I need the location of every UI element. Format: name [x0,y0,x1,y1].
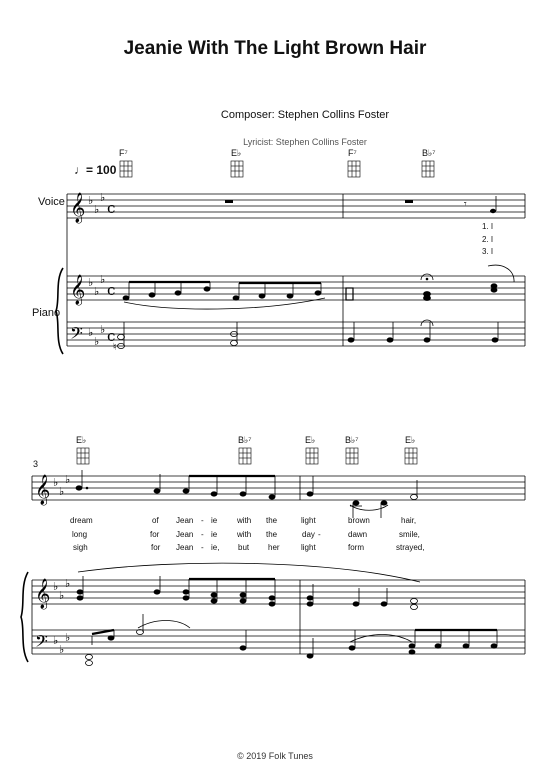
lyric-syllable: but [238,543,250,552]
chord-symbol: E♭ [76,435,87,445]
verse-number: 3. I [482,247,494,256]
lyric-syllable: - [201,543,204,552]
lyric-syllable: of [152,516,159,525]
svg-text:c: c [107,327,116,345]
svg-text:♭: ♭ [59,485,65,498]
lyric-syllable: long [72,530,88,539]
lyric-syllable: dawn [348,530,368,539]
chord-symbol: B♭⁷ [422,148,436,158]
instrument-label-voice: Voice [38,196,65,208]
voice-staff-2 [32,476,525,500]
voice-staff-1 [67,194,525,218]
piano-treble-staff-2 [32,580,525,604]
lyric-syllable: the [266,530,278,539]
lyric-syllable: for [150,530,160,539]
chord-symbol: B♭⁷ [238,435,252,445]
lyric-syllable: Jean [176,516,194,525]
bass-clef-icon: 𝄢 [35,631,48,655]
piano-bass-staff-2 [32,630,525,654]
quarter-note-icon: ♩ [74,163,86,177]
lyric-syllable: for [151,543,161,552]
lyric-syllable: - [318,530,321,539]
composer-credit: Composer: Stephen Collins Foster [220,109,390,121]
lyric-syllable: hair, [401,516,417,525]
verse-number: 2. I [482,235,494,244]
lyric-syllable: with [237,516,252,525]
svg-text:♭: ♭ [88,326,94,339]
treble-clef-icon: 𝄞 [35,579,51,609]
copyright-notice: © 2019 Folk Tunes [237,751,313,761]
piano-bass-staff-1 [67,322,525,346]
lyricist-credit: Lyricist: Stephen Collins Foster [243,137,367,147]
svg-text:♭: ♭ [53,476,59,489]
lyric-syllable: light [301,516,316,525]
lyric-syllable: - [201,530,204,539]
lyric-syllable: - [201,516,204,525]
svg-text:♭: ♭ [65,473,71,486]
piano-treble-staff-1 [67,276,525,300]
chord-symbol: E♭ [231,148,242,158]
lyric-syllable: brown [348,516,370,525]
svg-text:𝄾: 𝄾 [464,199,467,210]
svg-text:♭: ♭ [59,643,65,656]
svg-text:♭: ♭ [88,276,94,289]
lyric-syllable: the [266,516,278,525]
bass-clef-icon: 𝄢 [70,323,83,347]
chord-symbol: E♭ [405,435,416,445]
svg-text:♭: ♭ [94,335,100,348]
svg-text:♭: ♭ [53,634,59,647]
svg-text:♭: ♭ [59,589,65,602]
svg-text:♭: ♭ [53,580,59,593]
treble-clef-icon: 𝄞 [70,275,86,305]
svg-text:♭: ♭ [100,323,106,336]
svg-text:♭: ♭ [65,577,71,590]
lyric-syllable: ie [211,530,218,539]
svg-text:♭: ♭ [100,273,106,286]
lyric-syllable: form [348,543,364,552]
svg-text:♭: ♭ [94,203,100,216]
svg-text:♭: ♭ [65,631,71,644]
chord-symbol: B♭⁷ [345,435,359,445]
chord-symbol: E♭ [305,435,316,445]
lyric-syllable: dream [70,516,93,525]
lyric-syllable: her [268,543,280,552]
svg-text:♭: ♭ [94,285,100,298]
svg-text:♭: ♭ [100,191,106,204]
measure-number: 3 [33,459,39,469]
lyric-syllable: with [237,530,252,539]
svg-text:c: c [107,281,116,299]
lyric-syllable: strayed, [396,543,425,552]
lyric-syllable: Jean [176,530,194,539]
lyric-syllable: ie, [211,543,220,552]
verse-number: 1. I [482,222,494,231]
chord-symbol: F⁷ [348,148,357,158]
tempo-marking: ♩= 100 [74,163,117,177]
lyric-syllable: light [301,543,316,552]
lyric-syllable: sigh [73,543,88,552]
treble-clef-icon: 𝄞 [70,193,86,223]
lyric-syllable: smile, [399,530,420,539]
song-title: Jeanie With The Light Brown Hair [123,38,427,59]
lyric-syllable: day [302,530,315,539]
svg-text:♮: ♮ [113,342,117,353]
instrument-label-piano: Piano [32,307,61,319]
chord-symbol: F⁷ [119,148,128,158]
svg-text:♭: ♭ [88,194,94,207]
lyric-syllable: Jean [176,543,194,552]
treble-clef-icon: 𝄞 [35,475,51,505]
lyric-syllable: ie [211,516,218,525]
svg-text:c: c [107,199,116,217]
